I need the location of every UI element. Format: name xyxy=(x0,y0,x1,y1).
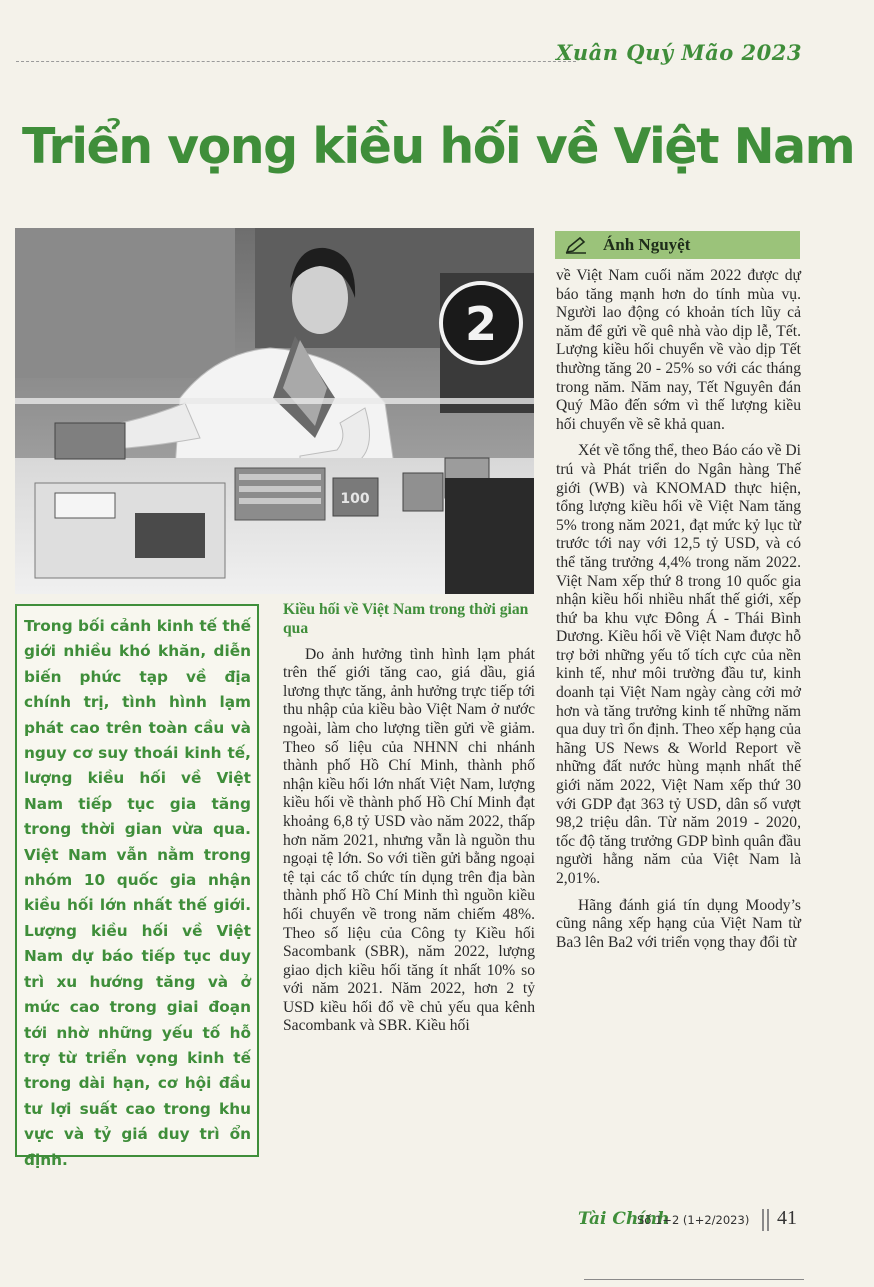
footer-divider xyxy=(767,1209,769,1231)
banknote-label: 100 xyxy=(340,491,370,507)
article-paragraph: Xét về tổng thể, theo Báo cáo về Di trú và Phát triển do Ngân hàng Thế giới (WB) và KNOMAD thực hiện, tổng lượng kiều hối về Việt Nam tăng 5% trong năm 2021, đạt mức kỷ lục từ trước tới nay với 12,5 tỷ USD, và có thể tăng trưởng 4,4% trong năm 2022. Việt Nam xếp thứ 8 trong 10 quốc gia nhận kiều hối nhiều nhất thế giới, xếp thứ ba khu vực Đông Á - Thái Bình Dương. Kiều hối về Việt Nam được hỗ trợ bởi những yếu tố tích cực của nền kinh tế, như môi trường đầu tư, kinh doanh tại Việt Nam ngày càng cởi mở hơn và tăng trưởng kinh tế những năm qua duy trì ổn định. Theo xếp hạng của hãng US News & World Report về những đất nước hùng mạnh nhất thế giới năm 2022, Việt Nam xếp thứ 30 với GDP đạt 363 tỷ USD, dân số vượt 98,2 triệu dân. Từ năm 2019 - 2020, tốc độ tăng trưởng GDP bình quân đầu người hằng năm của Việt Nam là 2,01%. xyxy=(556,442,802,887)
header-rule-left xyxy=(16,61,576,62)
article-column-right xyxy=(556,267,801,952)
article-photo xyxy=(15,228,534,594)
pen-icon xyxy=(565,236,587,254)
money-counting-machine xyxy=(35,483,225,578)
issue-label: Số 1+2 (1+2/2023) xyxy=(637,1213,750,1227)
counter-number-sign xyxy=(440,273,534,413)
counter-number: 2 xyxy=(464,297,498,351)
article-paragraph: Hãng đánh giá tín dụng Moody’s cũng nâng xếp hạng của Việt Nam từ Ba3 lên Ba2 với triển vọng thay đổi từ xyxy=(556,896,801,951)
footer-rule xyxy=(584,1279,804,1280)
article-column-middle xyxy=(283,601,535,1036)
footer-divider xyxy=(762,1209,764,1231)
article-summary-box xyxy=(15,604,259,1169)
author-byline xyxy=(555,231,800,259)
page-number: 41 xyxy=(777,1207,797,1229)
article-paragraph: về Việt Nam cuối năm 2022 được dự báo tăng mạnh hơn do tính mùa vụ. Người lao động có khoản tích lũy cả năm để gửi về quê nhà vào dịp lễ, Tết. Lượng kiều hối chuyển về vào dịp Tết thường tăng 20 - 25% so với các tháng trong năm. Năm nay, Tết Nguyên đán Quý Mão đến sớm vì thế lượng kiều hối chuyển về sẽ khả quan. xyxy=(556,267,801,433)
section-heading: Kiều hối về Việt Nam trong thời gian qua xyxy=(283,601,529,637)
author-name: Ánh Nguyệt xyxy=(603,235,691,254)
article-paragraph: Do ảnh hưởng tình hình lạm phát trên thế giới tăng cao, giá dầu, giá lương thực tăng, ảnh hưởng trực tiếp tới thu nhập của kiều bào Việt Nam ở nước ngoài, làm cho lượng tiền gửi về giảm. Theo số liệu của NHNN chi nhánh thành phố Hồ Chí Minh, thành phố nhận kiều hối lớn nhất Việt Nam, lượng kiều hối về thành phố Hồ Chí Minh đạt khoảng 6,8 tỷ USD vào năm 2022, thấp hơn năm 2021, nhưng vẫn là nguồn thu ngoại tệ lớn. So với tiền gửi bằng ngoại tệ tại các tổ chức tín dụng trên địa bàn thành phố Hồ Chí Minh thì nguồn kiều hối chuyển về trong năm chiếm 48%. Theo số liệu của Công ty Kiều hối Sacombank (SBR), năm 2022, lượng giao dịch kiều hối tăng ít nhất 10% so với năm 2021. Năm 2022, hơn 2 tỷ USD kiều hối đổ về chủ yếu qua kênh Sacombank và SBR. Kiều hối xyxy=(283,645,535,1035)
article-summary-text: Trong bối cảnh kinh tế thế giới nhiều khó khăn, diễn biến phức tạp về địa chính trị, tình hình lạm phát cao trên toàn cầu và nguy cơ suy thoái kinh tế, lượng kiều hối về Việt Nam tiếp tục gia tăng trong thời gian vừa qua. Việt Nam vẫn nằm trong nhóm 10 quốc gia nhận kiều hối lớn nhất thế giới. Lượng kiều hối về Việt Nam dự báo tiếp tục duy trì xu hướng tăng và ở mức cao trong giai đoạn tới nhờ những yếu tố hỗ trợ từ triển vọng kinh tế trong dài hạn, cơ hội đầu tư lợi suất cao trong khu vực và tỷ giá duy trì ổn định. xyxy=(24,617,251,1169)
magazine-logo-text: Tài Chính xyxy=(578,1209,670,1229)
issue-title: Xuân Quý Mão 2023 xyxy=(556,40,802,65)
article-headline: Triển vọng kiều hối về Việt Nam xyxy=(22,118,855,175)
